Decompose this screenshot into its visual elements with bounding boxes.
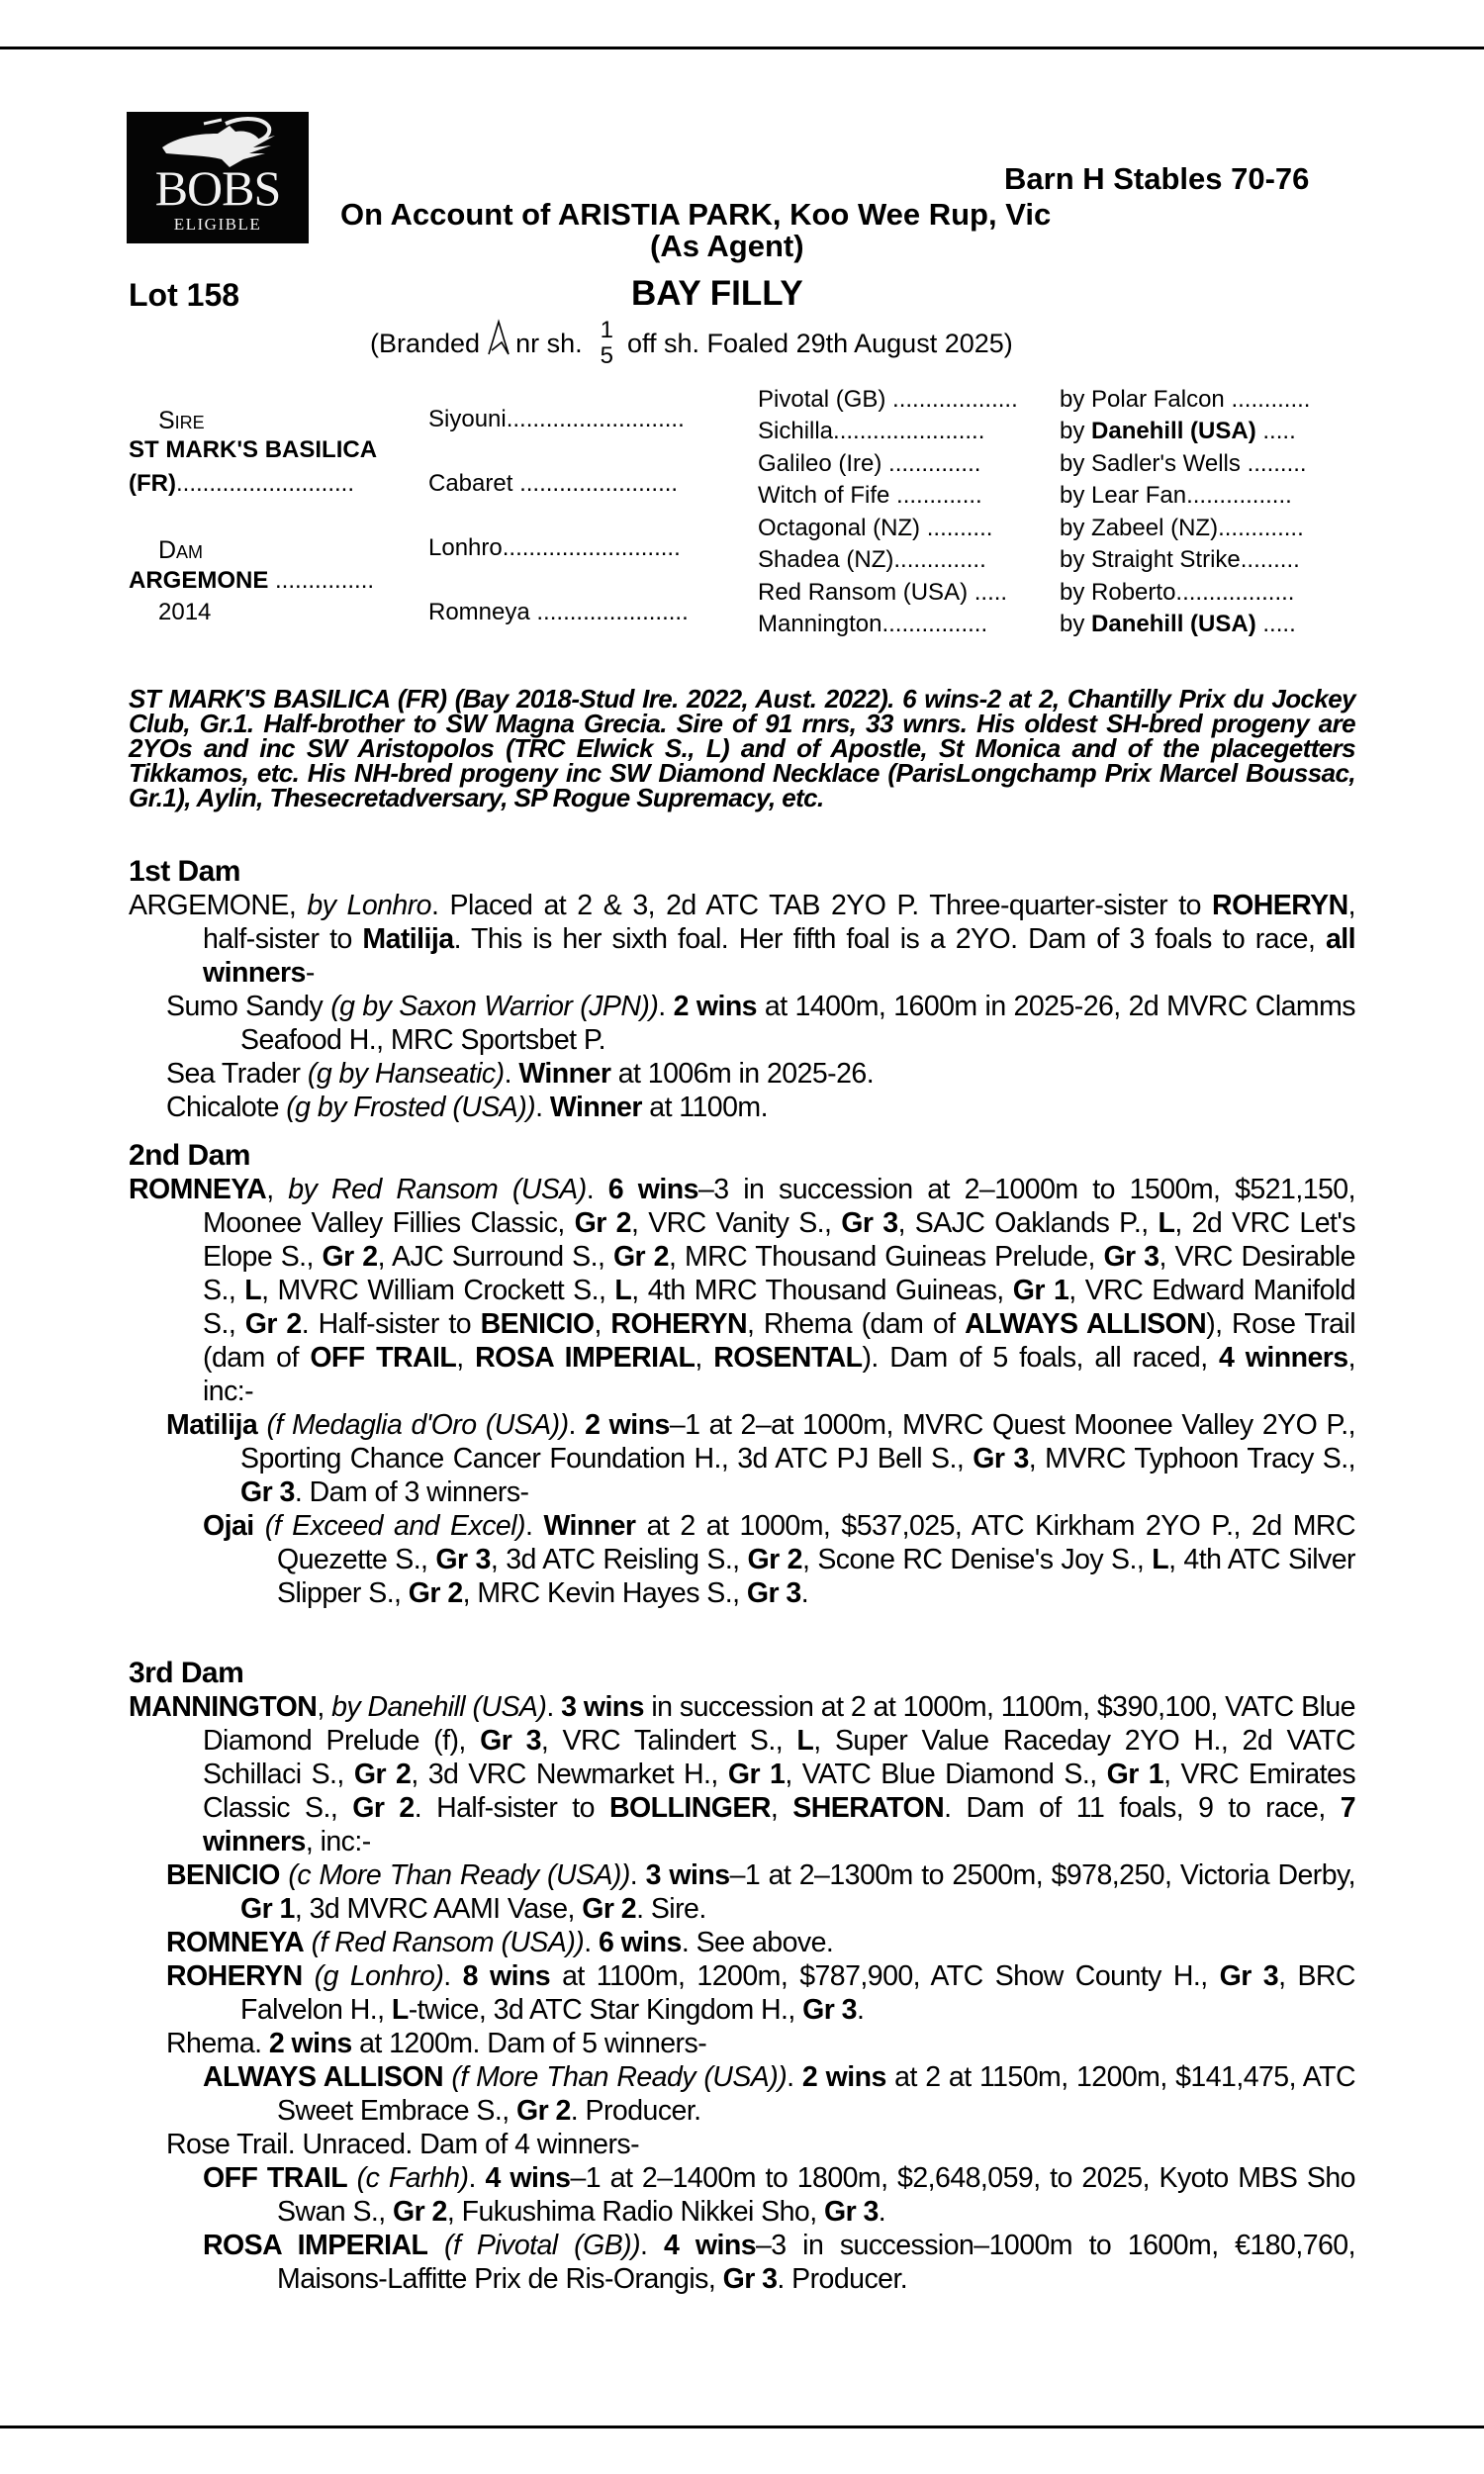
section-heading: 2nd Dam [129,1139,250,1172]
second-dam-section [129,1139,1355,1610]
ggp-sire: by Roberto.................. [1060,579,1295,606]
progeny-entry: Sumo Sandy (g by Saxon Warrior (JPN)). 2 wins at 1400m, 1600m in 2025-26, 2d MVRC Clamms Seafood H., MRC Sportsbet P. [166,991,1355,1056]
ggp-row: Shadea (NZ).............. [758,546,986,573]
lot-title: BAY FILLY [631,274,803,313]
lot-number: Lot 158 [129,277,240,313]
branding-prefix: (Branded [370,328,481,358]
top-rule [0,47,1484,49]
progeny-entry: ROMNEYA (f Red Ransom (USA)). 6 wins. See above. [166,1927,834,1958]
ggp-row: Mannington................ [758,611,988,637]
ggp-sire: by Zabeel (NZ)............. [1060,515,1304,541]
progeny-entry: OFF TRAIL (c Farhh). 4 wins–1 at 2–1400m to 1800m, $2,648,059, to 2025, Kyoto MBS Sho Swan S., Gr 2, Fukushima Radio Nikkei Sho, Gr 3. [203,2162,1355,2228]
fraction-denominator: 5 [600,342,613,369]
vendor: On Account of ARISTIA PARK, Koo Wee Rup, Vic [340,197,1052,232]
dam-entry: MANNINGTON, by Danehill (USA). 3 wins in succession at 2 at 1000m, 1100m, $390,100, VATC Blue Diamond Prelude (f), Gr 3, VRC Talindert S., L, Super Value Raceday 2YO H., 2d VATC Schillaci S., Gr 2, 3d VRC Newmarket H., Gr 1, VATC Blue Diamond S., Gr 1, VRC Emirates Classic S., Gr 2. Half-sister to BOLLINGER, SHERATON. Dam of 11 foals, 9 to race, 7 winners, inc:- [129,1691,1356,1857]
ggp-sire: by Straight Strike......... [1060,546,1300,573]
grandsire-2: Lonhro........................... [428,534,681,561]
ggp-sire: by Sadler's Wells ......... [1060,450,1307,477]
grandsire-1: Siyouni........................... [428,406,685,432]
progeny-entry: ROSA IMPERIAL (f Pivotal (GB)). 4 wins–3 in succession–1000m to 1600m, €180,760, Maisons-Laffitte Prix de Ris-Orangis, Gr 3. Producer. [203,2230,1355,2295]
vendor-note: (As Agent) [650,229,804,263]
entries [129,1173,1355,1610]
dam-entry: ARGEMONE, by Lonhro. Placed at 2 & 3, 2d ATC TAB 2YO P. Three-quarter-sister to ROHERYN, half-sister to Matilija. This is her sixth foal. Her fifth foal is a 2YO. Dam of 3 foals to race, all winners- [129,890,1356,989]
a-brand-icon [486,319,511,358]
progeny-entry: Chicalote (g by Frosted (USA)). Winner at 1100m. [166,1092,768,1123]
third-dam-section [129,1657,1355,2296]
progeny-entry: Rose Trail. Unraced. Dam of 4 winners- [166,2129,640,2160]
dam-label: Dam [158,536,204,564]
first-dam-section [129,855,1355,1124]
section-heading: 1st Dam [129,855,240,888]
ggp-sire: by Danehill (USA) ..... [1060,611,1296,637]
sire-name-suffix: (FR)........................... [129,470,355,497]
branding-fraction [601,318,613,369]
ggp-sire: by Lear Fan................ [1060,482,1292,509]
ggp-row: Galileo (Ire) .............. [758,450,981,477]
progeny-entry: BENICIO (c More Than Ready (USA)). 3 wins–1 at 2–1300m to 2500m, $978,250, Victoria Derby, Gr 1, 3d MVRC AAMI Vase, Gr 2. Sire. [166,1859,1355,1925]
branding-line [370,315,1013,372]
branding-middle: nr sh. [515,328,583,358]
bottom-rule [0,2426,1484,2428]
entries [129,889,1355,1124]
progeny-entry: ALWAYS ALLISON (f More Than Ready (USA)). 2 wins at 2 at 1150m, 1200m, $141,475, ATC Sweet Embrace S., Gr 2. Producer. [203,2061,1356,2127]
stable-location: Barn H Stables 70-76 [1004,161,1310,196]
progeny-entry: Rhema. 2 wins at 1200m. Dam of 5 winners- [166,2028,707,2059]
logo-bobs: BOBS [154,160,281,216]
dam-entry: ROMNEYA, by Red Ransom (USA). 6 wins–3 in succession at 2–1000m to 1500m, $521,150, Moonee Valley Fillies Classic, Gr 2, VRC Vanity S., Gr 3, SAJC Oaklands P., L, 2d VRC Let's Elope S., Gr 2, AJC Surround S., Gr 2, MRC Thousand Guineas Prelude, Gr 3, VRC Desirable S., L, MVRC William Crockett S., L, 4th MRC Thousand Guineas, Gr 1, VRC Edward Manifold S., Gr 2. Half-sister to BENICIO, ROHERYN, Rhema (dam of ALWAYS ALLISON), Rose Trail (dam of OFF TRAIL, ROSA IMPERIAL, ROSENTAL). Dam of 5 foals, all raced, 4 winners, inc:- [129,1174,1356,1407]
ggp-row: Witch of Fife ............. [758,482,982,509]
branding-suffix: off sh. Foaled 29th August 2025) [626,328,1013,358]
sire-summary: ST MARK'S BASILICA (FR) (Bay 2018-Stud Ire. 2022, Aust. 2022). 6 wins-2 at 2, Chantilly Prix du Jockey Club, Gr.1. Half-brother to SW Magna Grecia. Sire of 91 rnrs, 33 wnrs. His oldest SH-bred progeny are 2YOs and inc SW Aristopolos (TRC Elwick S., L) and of Apostle, St Monica and of the placegetters Tikkamos, etc. His NH-bred progeny inc SW Diamond Necklace (ParisLongchamp Prix Marcel Boussac, Gr.1), Aylin, Thesecretadversary, SP Rogue Supremacy, etc. [129,684,1355,812]
progeny-entry: Sea Trader (g by Hanseatic). Winner at 1006m in 2025-26. [166,1058,875,1090]
ggp-row: Sichilla....................... [758,418,985,444]
progeny-entry: Matilija (f Medaglia d'Oro (USA)). 2 wins–1 at 2–at 1000m, MVRC Quest Moonee Valley 2YO P., Sporting Chance Cancer Foundation H., 3d ATC PJ Bell S., Gr 3, MVRC Typhoon Tracy S., Gr 3. Dam of 3 winners- [166,1409,1356,1508]
progeny-entry: Ojai (f Exceed and Excel). Winner at 2 at 1000m, $537,025, ATC Kirkham 2YO P., 2d MRC Quezette S., Gr 3, 3d ATC Reisling S., Gr 2, Scone RC Denise's Joy S., L, 4th ATC Silver Slipper S., Gr 2, MRC Kevin Hayes S., Gr 3. [203,1510,1355,1609]
ggp-sire: by Danehill (USA) ..... [1060,418,1296,444]
sire-label: Sire [158,407,205,434]
logo-eligible: ELIGIBLE [173,215,262,234]
ggp-sire: by Polar Falcon ............ [1060,386,1311,413]
granddam-1: Cabaret ........................ [428,470,679,497]
progeny-entry: ROHERYN (g Lonhro). 8 wins at 1100m, 1200m, $787,900, ATC Show County H., Gr 3, BRC Falvelon H., L-twice, 3d ATC Star Kingdom H., Gr 3. [166,1960,1355,2026]
ggp-row: Octagonal (NZ) .......... [758,515,993,541]
ggp-row: Pivotal (GB) ................... [758,386,1018,413]
dam-year: 2014 [158,599,212,625]
granddam-2: Romneya ....................... [428,599,689,625]
bobs-eligible-logo [127,112,309,243]
section-heading: 3rd Dam [129,1657,244,1689]
dam-name: ARGEMONE ............... [129,567,375,594]
sire-name: ST MARK'S BASILICA [129,436,378,463]
entries [129,1690,1355,2296]
fraction-numerator: 1 [600,317,613,343]
ggp-row: Red Ransom (USA) ..... [758,579,1008,606]
